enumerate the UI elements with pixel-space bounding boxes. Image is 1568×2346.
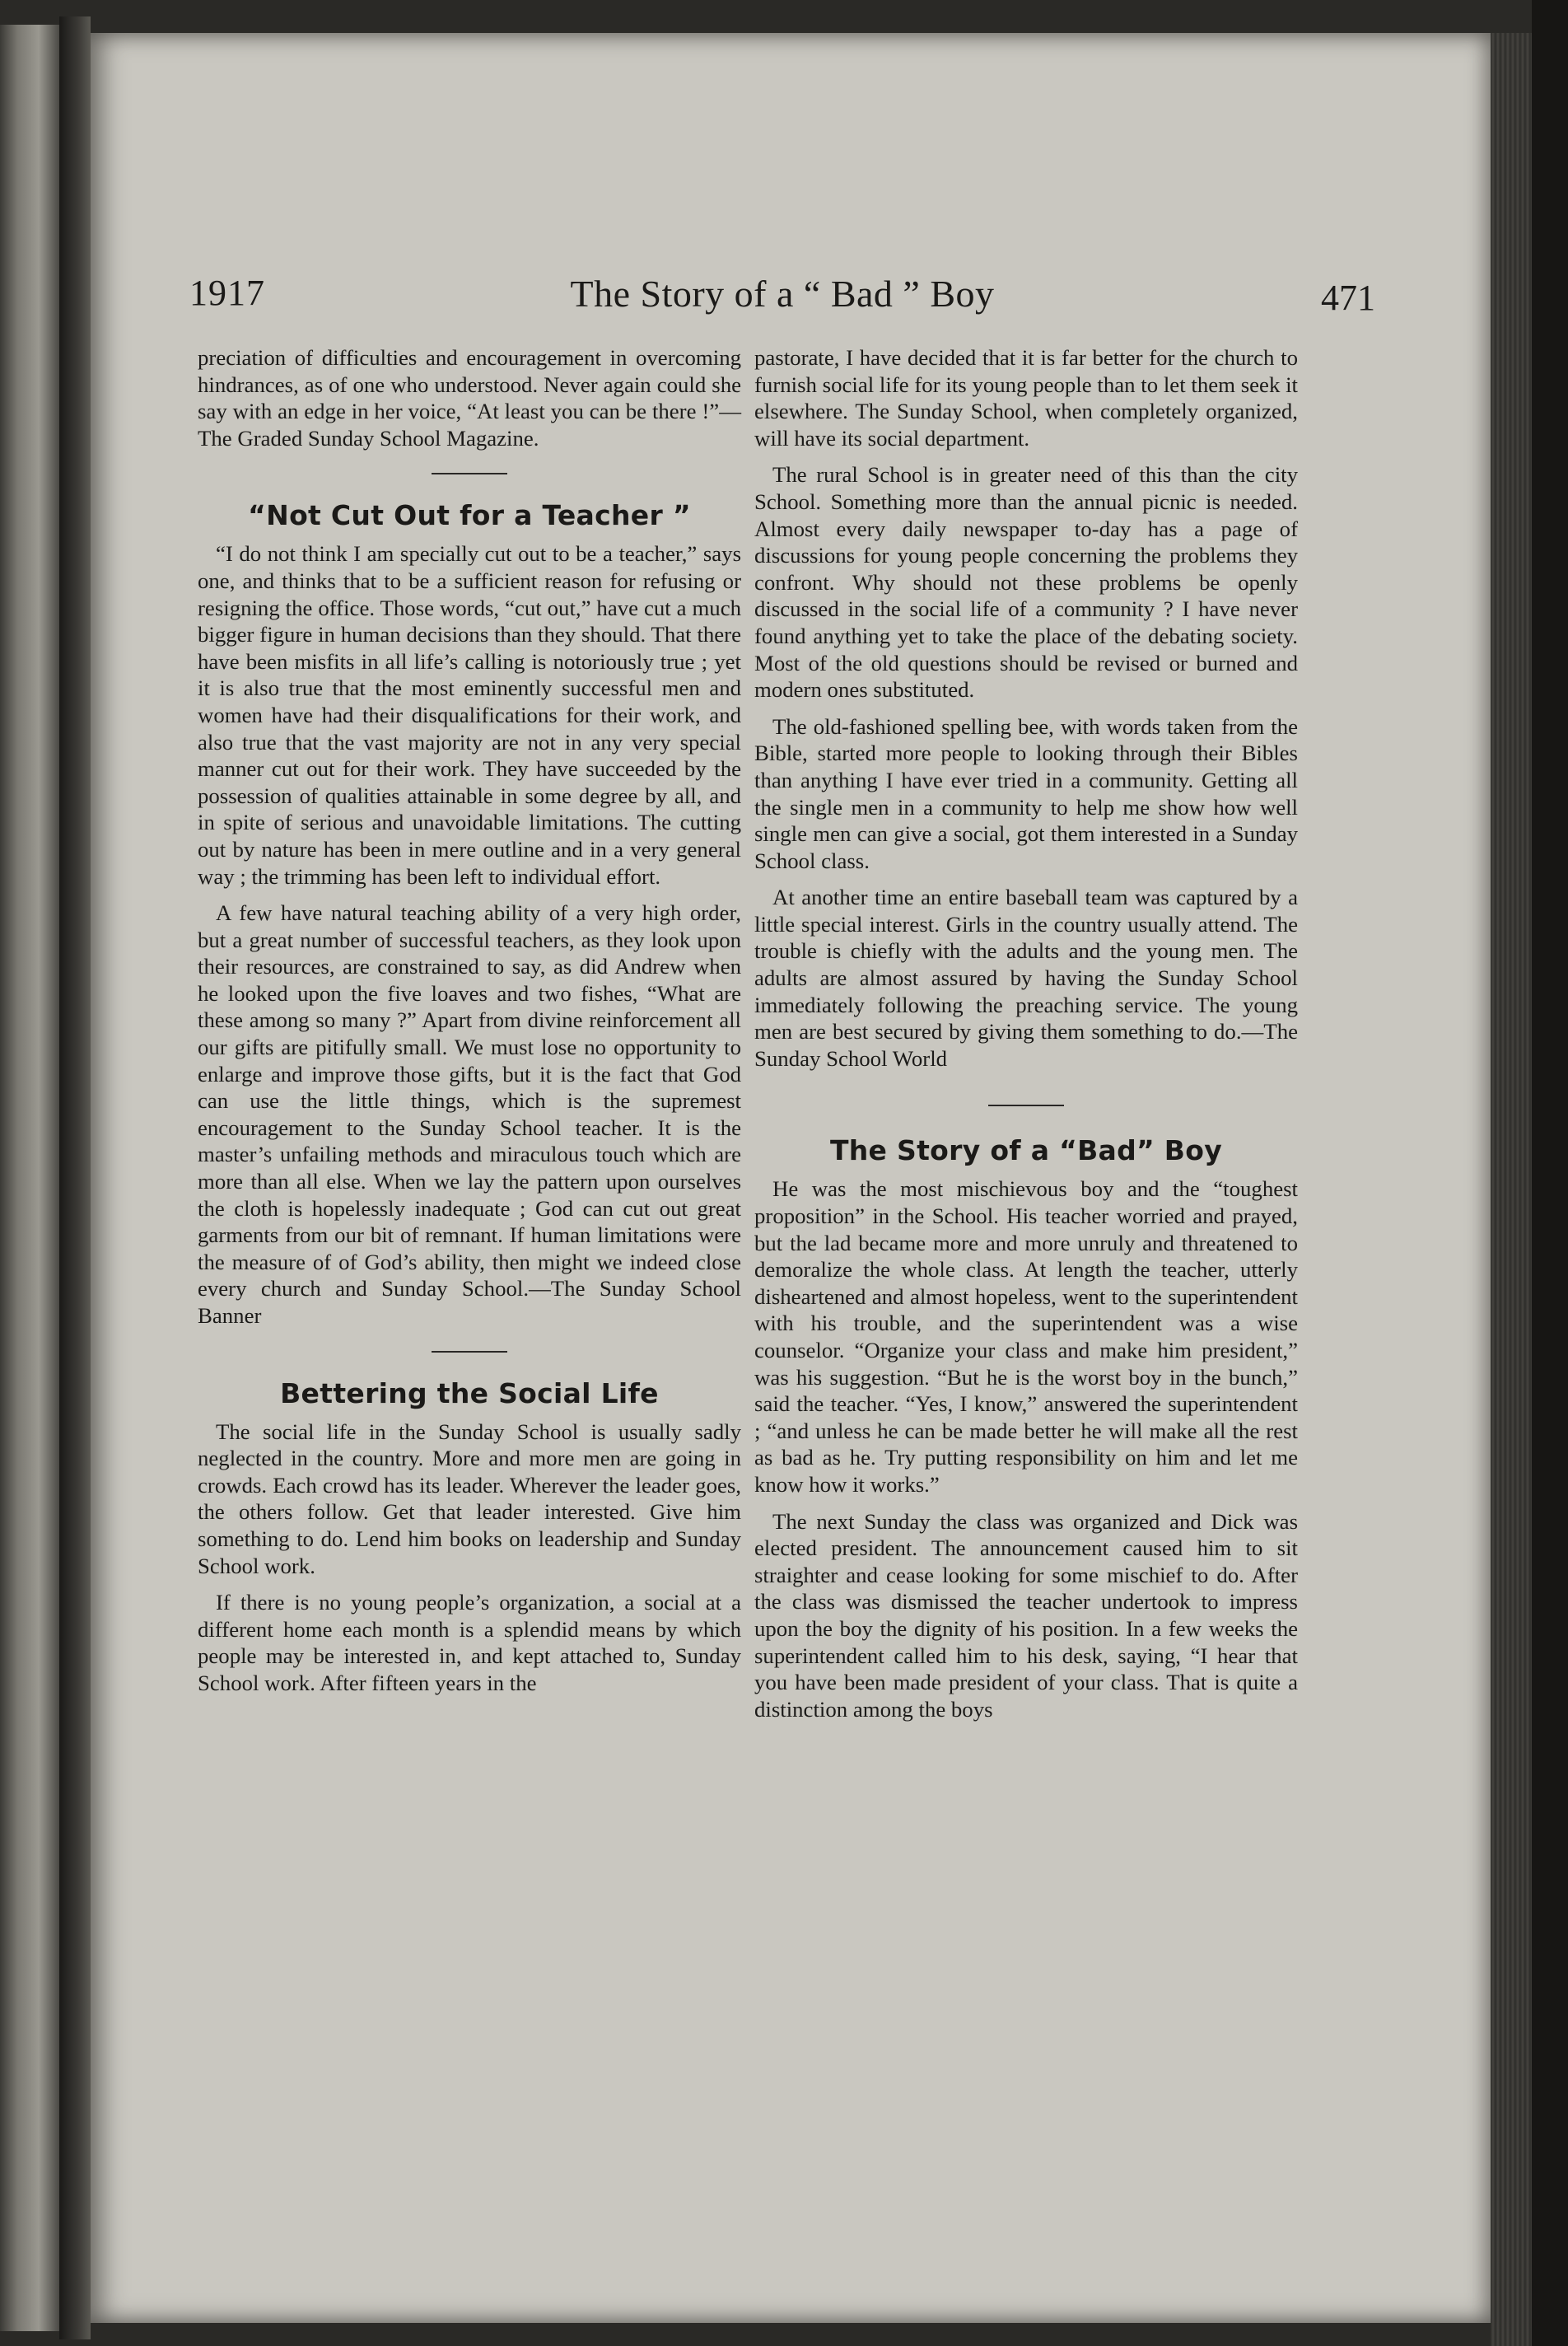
article-paragraph: The social life in the Sunday School is usually sadly neglected in the country. More and more men are going in crowds. Each crowd has its leader. Wherever the leader goes, the others follow. Get that leader interested. Give him something to do. Lend him books on leadership and Sunday School work. [198,1418,741,1578]
left-column [198,344,741,1697]
article-title-bad-boy: The Story of a “Bad” Boy [829,1134,1223,1167]
section-divider [432,473,507,474]
article-paragraph: If there is no young people’s organization, a social at a different home each month is a splendid means by which people may be interested in, and kept attached to, Sunday School work. After fifteen years in the [198,1590,741,1695]
article-paragraph: The next Sunday the class was organized and Dick was elected president. The announcement caused him to sit straighter and cease looking for some mischief to do. After the class was dismissed the teacher undertook to impress upon the boy the dignity of his position. In a few weeks the superintendent called him to his desk, saying, “I hear that you have been made president of your class. That is quite a distinction among the boys [754,1508,1298,1722]
book-cover-edge [1532,0,1568,2346]
continued-paragraph: At another time an entire baseball team was captured by a little special interest. Girls in the country usually attend. The trouble is chiefly with the adults and the young men. The adults are almost assured by having the Sunday School immediately following the preaching service. The young men are best secured by giving them something to do.—The Sunday School World [754,885,1298,1071]
article-paragraph: “I do not think I am specially cut out to be a teacher,” says one, and thinks that to be a sufficient reason for refusing or resigning the office. Those words, “cut out,” have cut a much bigger figure in human decisions than they should. That there have been misfits in all life’s calling is notoriously true ; yet it is also true that the most eminently successful men and women have had their disqualifications for their work, and also true that the vast majority are not in any very special manner cut out for their work. They have succeeded by the possession of qualities attainable in some degree by all, and in spite of serious and unavoidable limitations. The cutting out by nature has been in mere outline and in a very general way ; the trimming has been left to individual effort. [198,541,741,889]
section-divider [432,1351,507,1353]
article-paragraph: A few have natural teaching ability of a very high order, but a great number of successful teachers, as they look upon their resources, are constrained to say, as did Andrew when he looked upon the five loaves and two fishes, “What are these among so many ?” Apart from divine reinforcement all our gifts are pitifully small. We must lose no opportunity to enlarge and improve those gifts, but it is the fact that God can use the little things, which is the supremest encouragement to the Sunday School teacher. It is the master’s unfailing methods and miraculous touch which are more than all else. When we lay the pattern upon ourselves the cloth is hopelessly inadequate ; God can cut out great garments from our bit of remnant. If human limitations were the measure of of God’s ability, then might we indeed close every church and Sunday School.—The Sunday School Banner [198,900,741,1328]
left-page-edge [0,25,59,2331]
right-column [754,344,1298,1722]
article-title-bettering-social-life: Bettering the Social Life [280,1376,659,1409]
continued-paragraph: pastorate, I have decided that it is far better for the church to furnish social life for its young people than to let them seek it elsewhere. The Sunday School, when completely organized, will have its social department. [754,345,1298,451]
intro-paragraph: preciation of difficulties and encouragement in overcoming hindrances, as of one who understood. Never again could she say with an edge in her voice, “At least you can be there !”—The Graded Sunday School Magazine. [198,345,741,451]
continued-paragraph: The old-fashioned spelling bee, with words taken from the Bible, started more people to looking through their Bibles than anything I have ever tried in a community. Getting all the single men in a community to help me show how well single men can give a social, got them interested in a Sunday School class. [754,713,1298,873]
article-title-not-cut-out: “Not Cut Out for a Teacher ” [248,499,691,532]
section-divider [988,1105,1064,1106]
page-number: 471 [1321,278,1375,318]
continued-paragraph: The rural School is in greater need of this than the city School. Something more than the annual picnic is needed. Almost every daily newspaper to-day has a page of discussions for young people concerning the problems they confront. Why should not these problems be openly discussed in the social life of a community ? I have never found anything yet to take the place of the debating society. Most of the old questions should be revised or burned and modern ones substituted. [754,462,1298,703]
header-title: The Story of a “ Bad ” Boy [570,273,995,315]
header-year: 1917 [189,273,265,313]
article-paragraph: He was the most mischievous boy and the “toughest proposition” in the School. His teacher worried and prayed, but the lad became more and more unruly and threatened to demoralize the whole class. At length the teacher, utterly disheartened and almost hopeless, went to the superintendent with his trouble, and the superintendent was a wise counselor. “Organize your class and make him president,” was his suggestion. “But he is the worst boy in the bunch,” said the teacher. “Yes, I know,” answered the superintendent ; “and unless he can be made better he will make all the rest as bad as he. Try putting responsibility on him and let me know how it works.” [754,1176,1298,1497]
running-header [189,272,1375,329]
book-gutter [59,16,91,2339]
